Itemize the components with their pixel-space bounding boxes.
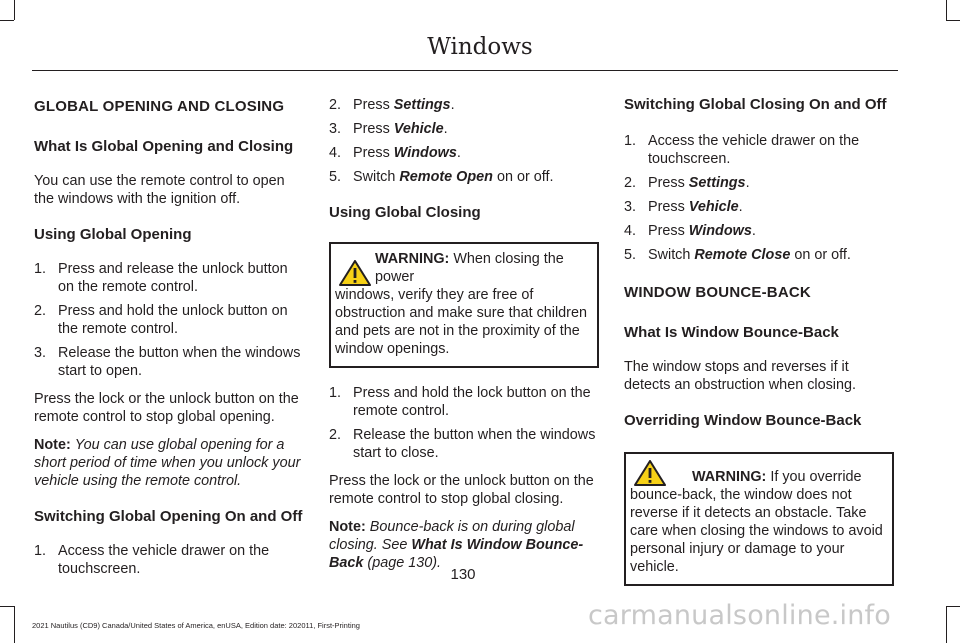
warning-box <box>329 242 599 368</box>
list-item <box>329 120 599 138</box>
warning-text: bounce-back, the window does not reverse if it detects an obstacle. Take care when closing the windows to avoid personal injury or damage to your vehicle. <box>630 487 883 575</box>
note-page-ref: (page 130). <box>363 555 442 571</box>
step-text <box>648 246 894 264</box>
step-text-plain: Switch <box>353 169 400 185</box>
subsection-title: What Is Global Opening and Closing <box>34 138 294 155</box>
warning-triangle-icon <box>634 460 666 486</box>
warning-first-line <box>335 250 593 286</box>
edition-footer: 2021 Nautilus (CD9) Canada/United States of America, enUSA, Edition date: 202011, First-Printing <box>32 621 360 630</box>
step-number: 5. <box>624 247 637 263</box>
step-text-plain: on or off. <box>492 169 554 185</box>
list-item <box>329 426 599 462</box>
step-number: 4. <box>329 145 342 161</box>
step-text <box>353 96 599 114</box>
step-text <box>353 144 599 162</box>
step-text <box>353 120 599 138</box>
warning-text: windows, verify they are free of obstruction and make sure that children and pets are not in the proximity of the window openings. <box>335 287 587 357</box>
step-text <box>648 222 894 240</box>
warning-text-start: If you override <box>766 469 862 485</box>
steps-list <box>624 132 894 264</box>
crop-mark-bottom-left-v <box>14 606 15 643</box>
step-text-emphasis: Remote Open <box>399 169 493 185</box>
crop-mark-bottom-right-h <box>946 606 960 607</box>
crop-mark-top-left-v <box>14 0 15 20</box>
step-text-plain: Press <box>353 145 394 161</box>
section-title: GLOBAL OPENING AND CLOSING <box>34 98 285 115</box>
note-label: Note: <box>34 437 71 453</box>
step-text-plain: Press <box>648 223 689 239</box>
warning-text-start: When closing the power <box>375 251 564 285</box>
step-text <box>648 198 894 216</box>
step-number: 3. <box>329 121 342 137</box>
step-text-emphasis: Settings <box>688 175 746 191</box>
step-text-plain: Press <box>648 199 689 215</box>
step-text: Press and hold the lock button on the remote control. <box>353 385 591 419</box>
note-text: Bounce-back is on during global closing. See <box>329 519 575 553</box>
step-text-plain: . <box>738 199 743 215</box>
step-text-emphasis: Vehicle <box>393 121 444 137</box>
step-number: 2. <box>624 175 637 191</box>
column-1 <box>34 96 304 588</box>
step-text: Release the button when the windows start to close. <box>353 427 596 461</box>
list-item <box>624 198 894 216</box>
step-text-emphasis: Vehicle <box>688 199 739 215</box>
step-text: Access the vehicle drawer on the touchscreen. <box>648 133 860 167</box>
warning-label: WARNING: <box>375 251 450 267</box>
step-text-emphasis: Windows <box>393 145 457 161</box>
note <box>34 436 304 490</box>
step-number: 2. <box>34 303 47 319</box>
step-number: 2. <box>329 97 342 113</box>
step-number: 5. <box>329 169 342 185</box>
paragraph: You can use the remote control to open the windows with the ignition off. <box>34 173 285 207</box>
list-item <box>624 222 894 240</box>
warning-triangle-icon <box>339 260 371 286</box>
step-text-plain: . <box>443 121 448 137</box>
step-text-plain: . <box>751 223 756 239</box>
note <box>329 518 599 572</box>
step-text-plain: Press <box>648 175 689 191</box>
column-2 <box>329 96 599 582</box>
list-item <box>624 246 894 264</box>
page-number: 130 <box>450 566 476 583</box>
step-text-plain: Press <box>353 97 394 113</box>
column-3 <box>624 96 894 602</box>
subsection-title: Switching Global Opening On and Off <box>34 508 303 525</box>
subsection-title: Using Global Opening <box>34 226 192 243</box>
step-text: Access the vehicle drawer on the touchscreen. <box>58 543 270 577</box>
list-item <box>329 384 599 420</box>
step-text: Press and hold the unlock button on the remote control. <box>58 303 288 337</box>
step-text-plain: . <box>456 145 461 161</box>
list-item <box>329 168 599 186</box>
note-text: You can use global opening for a short period of time when you unlock your vehicle using the remote control. <box>34 437 301 489</box>
step-text-plain: . <box>745 175 750 191</box>
list-item <box>624 132 894 168</box>
list-item <box>329 96 599 114</box>
subsection-title: Switching Global Closing On and Off <box>624 96 887 113</box>
subsection-title: Using Global Closing <box>329 204 481 221</box>
crop-mark-top-right-v <box>946 0 947 20</box>
step-number: 3. <box>34 345 47 361</box>
step-text-plain: on or off. <box>790 247 851 263</box>
step-text: Release the button when the windows start to open. <box>58 345 301 379</box>
warning-label: WARNING: <box>692 469 767 485</box>
list-item <box>624 174 894 192</box>
step-number: 1. <box>34 261 47 277</box>
section-title: WINDOW BOUNCE-BACK <box>624 284 811 301</box>
crop-mark-top-right-h <box>946 20 960 21</box>
step-text-emphasis: Remote Close <box>694 247 791 263</box>
step-text-plain: Switch <box>648 247 695 263</box>
crop-mark-bottom-left-h <box>0 606 14 607</box>
watermark: carmanualsonline.info <box>588 600 891 631</box>
paragraph: Press the lock or the unlock button on the remote control to stop global closing. <box>329 473 594 507</box>
steps-list <box>34 260 304 380</box>
page-title: Windows <box>427 34 533 60</box>
crop-mark-top-left-h <box>0 20 14 21</box>
crop-mark-bottom-right-v <box>946 606 947 643</box>
step-number: 4. <box>624 223 637 239</box>
step-text-plain: Press <box>353 121 394 137</box>
warning-label-line <box>692 468 862 486</box>
note-link[interactable]: What Is Window Bounce-Back <box>329 537 584 571</box>
step-text: Press and release the unlock button on the remote control. <box>58 261 288 295</box>
warning-first-line <box>630 460 888 486</box>
list-item <box>34 260 304 296</box>
step-text <box>353 168 599 186</box>
paragraph: The window stops and reverses if it detects an obstruction when closing. <box>624 359 856 393</box>
subsection-title: Overriding Window Bounce-Back <box>624 412 862 429</box>
step-number: 1. <box>329 385 342 401</box>
list-item <box>34 302 304 338</box>
step-text <box>648 174 894 192</box>
list-item <box>329 144 599 162</box>
step-number: 3. <box>624 199 637 215</box>
warning-label-line <box>375 250 593 286</box>
list-item <box>34 344 304 380</box>
step-text-plain: . <box>450 97 455 113</box>
step-text-emphasis: Settings <box>393 97 451 113</box>
step-number: 1. <box>34 543 47 559</box>
subsection-title: What Is Window Bounce-Back <box>624 324 839 341</box>
step-number: 1. <box>624 133 637 149</box>
steps-list <box>329 96 599 186</box>
paragraph: Press the lock or the unlock button on the remote control to stop global opening. <box>34 391 299 425</box>
step-text-emphasis: Windows <box>688 223 752 239</box>
header-rule <box>32 70 898 71</box>
note-label: Note: <box>329 519 366 535</box>
step-number: 2. <box>329 427 342 443</box>
steps-list <box>329 384 599 462</box>
